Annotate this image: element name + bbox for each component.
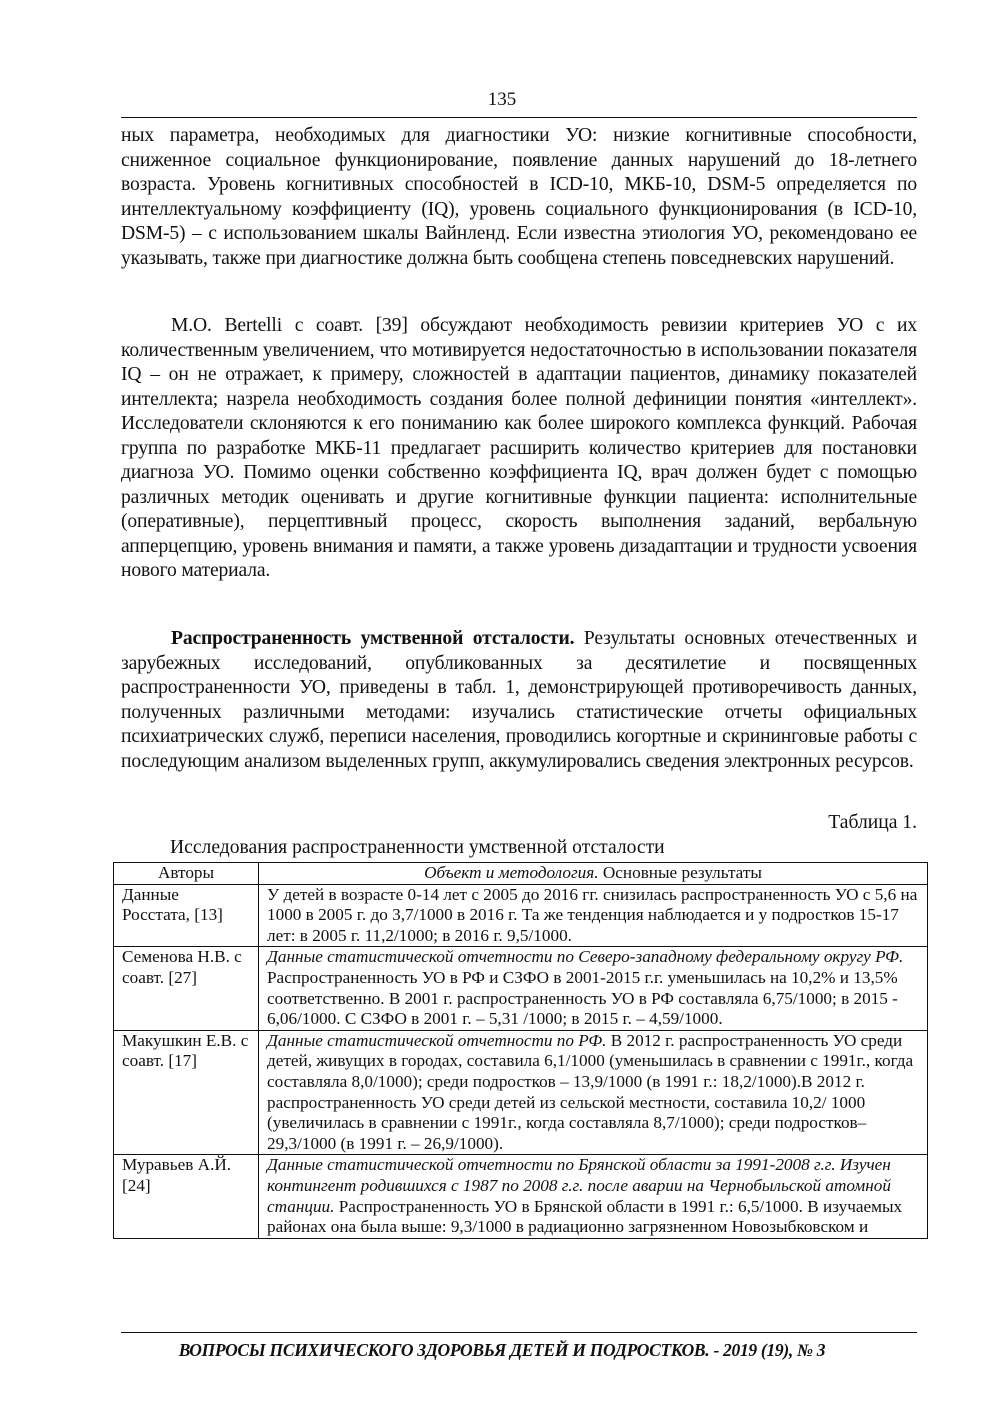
table-header-row: [114, 863, 928, 885]
table-row: [114, 1030, 928, 1155]
header-results: [259, 863, 928, 885]
cell-method: Данные статистической отчетности по РФ.: [267, 1030, 607, 1050]
paragraph-text: M.O. Bertelli с соавт. [39] обсуждают необходимость ревизии критериев УО с их количественным увеличением, что мотивируется недостаточностью в использовании показателя IQ – он не отражает, к примеру, сложностей в адаптации пациентов, динамику показателей интеллекта; назрела необходимость создания более полной дефиниции понятия «интеллект». Исследователи склоняются к его пониманию как более широкого комплекса функций. Рабочая группа по разработке МКБ-11 предлагает расширить количество критериев для постановки диагноза УО. Помимо оценки собственно коэффициента IQ, врач должен будет с помощью различных методик оценивать и другие когнитивные функции пациента: исполнительные (оперативные), перцептивный процесс, скорость выполнения заданий, вербальную апперцепцию, уровень внимания и памяти, а также уровень дизадаптации и трудности усвоения нового материала.: [121, 315, 917, 581]
paragraph-bertelli: [121, 314, 917, 584]
section-heading: Распространенность умственной отсталости.: [171, 628, 575, 649]
table-row: [114, 947, 928, 1030]
cell-results-text: У детей в возрасте 0-14 лет с 2005 до 2016 гг. снизилась распространенность УО с 5,6 на 1000 в 2005 г. до 3,7/1000 в 2016 г. Та же тенденция наблюдается и у подростков 15-17 лет: в 2005 г. 11,2/1000; в 2016 г. 9,5/1000.: [267, 884, 918, 945]
paragraph-body: [121, 627, 917, 774]
paragraph-prevalence: [121, 627, 917, 774]
paragraph-text: Результаты основных отечественных и зарубежных исследований, опубликованных за десятилетие и посвященных распространенности УО, приведены в табл. 1, демонстрирующей противоречивость данных, полученных различными методами: изучались статистические отчеты официальных психиатрических служб, переписи населения, проводились когортные и скрининговые работы с последующим анализом выделенных групп, аккумулировались сведения электронных ресурсов.: [121, 628, 917, 772]
cell-results: [259, 1155, 928, 1238]
cell-authors: Макушкин Е.В. с соавт. [17]: [114, 1030, 259, 1155]
paragraph-continued: [121, 124, 917, 271]
cell-authors: Семенова Н.В. с соавт. [27]: [114, 947, 259, 1030]
prevalence-table: [113, 862, 928, 1239]
cell-results: [259, 947, 928, 1030]
table-title: Исследования распространенности умственной отсталости: [170, 837, 665, 858]
header-results-plain: Основные результаты: [598, 863, 762, 882]
cell-results: [259, 1030, 928, 1155]
cell-method: Данные статистической отчетности по Брянской области за 1991-2008 г.г. Изучен контингент родившихся с 1987 по 2008 г.г. после аварии на Чернобыльской атомной станции.: [267, 1155, 891, 1216]
page-number: 135: [487, 89, 517, 110]
table-row: [114, 884, 928, 947]
cell-authors: Муравьев А.Й. [24]: [114, 1155, 259, 1238]
table-label: Таблица 1.: [828, 812, 917, 833]
cell-results: [259, 884, 928, 947]
cell-results-text: Распространенность УО в Брянской области в 1991 г.: 6,5/1000. В изучаемых районах она была выше: 9,3/1000 в радиационно загрязненном Новозыбковском и: [267, 1196, 903, 1237]
paragraph-text: ных параметра, необходимых для диагностики УО: низкие когнитивные способности, сниженное социальное функционирование, появление данных нарушений до 18-летнего возраста. Уровень когнитивных способностей в ICD-10, МКБ-10, DSM-5 определяется по интеллектуальному коэффициенту (IQ), уровень социального функционирования (в ICD-10, DSM-5) – с использованием шкалы Вайнленд. Если известна этиология УО, рекомендовано ее указывать, также при диагностике должна быть сообщена степень повседневских нарушений.: [121, 125, 917, 269]
table-row: [114, 1155, 928, 1238]
journal-footer: ВОПРОСЫ ПСИХИЧЕСКОГО ЗДОРОВЬЯ ДЕТЕЙ И ПОДРОСТКОВ. - 2019 (19), № 3: [178, 1340, 826, 1360]
header-authors: Авторы: [114, 863, 259, 885]
cell-results-text: В 2012 г. распространенность УО среди детей, живущих в городах, составила 6,1/1000 (уменьшилась в сравнении с 1991г., когда составляла 8,0/1000); среди подростков – 13,9/1000 (в 1991 г.: 18,2/1000).В 2012 г. распространенность УО среди детей из сельской местности, составила 10,2/ 1000 (увеличилась в сравнении с 1991г., когда составляла 8,7/1000); среди подростков–29,3/1000 (в 1991 г. – 26,9/1000).: [267, 1030, 914, 1153]
footer-rule: [121, 1332, 917, 1333]
cell-authors: Данные Росстата, [13]: [114, 884, 259, 947]
header-rule: [121, 117, 917, 118]
header-results-italic: Объект и методология.: [424, 863, 599, 882]
cell-results-text: Распространенность УО в РФ и СЗФО в 2001-2015 г.г. уменьшилась на 10,2% и 13,5% соответственно. В 2001 г. распространенность УО в РФ составляла 6,75/1000; в 2015 - 6,06/1000. С СЗФО в 2001 г. – 5,31 /1000; в 2015 г. – 4,59/1000.: [267, 967, 898, 1029]
cell-method: Данные статистической отчетности по Северо-западному федеральному округу РФ.: [267, 947, 904, 967]
